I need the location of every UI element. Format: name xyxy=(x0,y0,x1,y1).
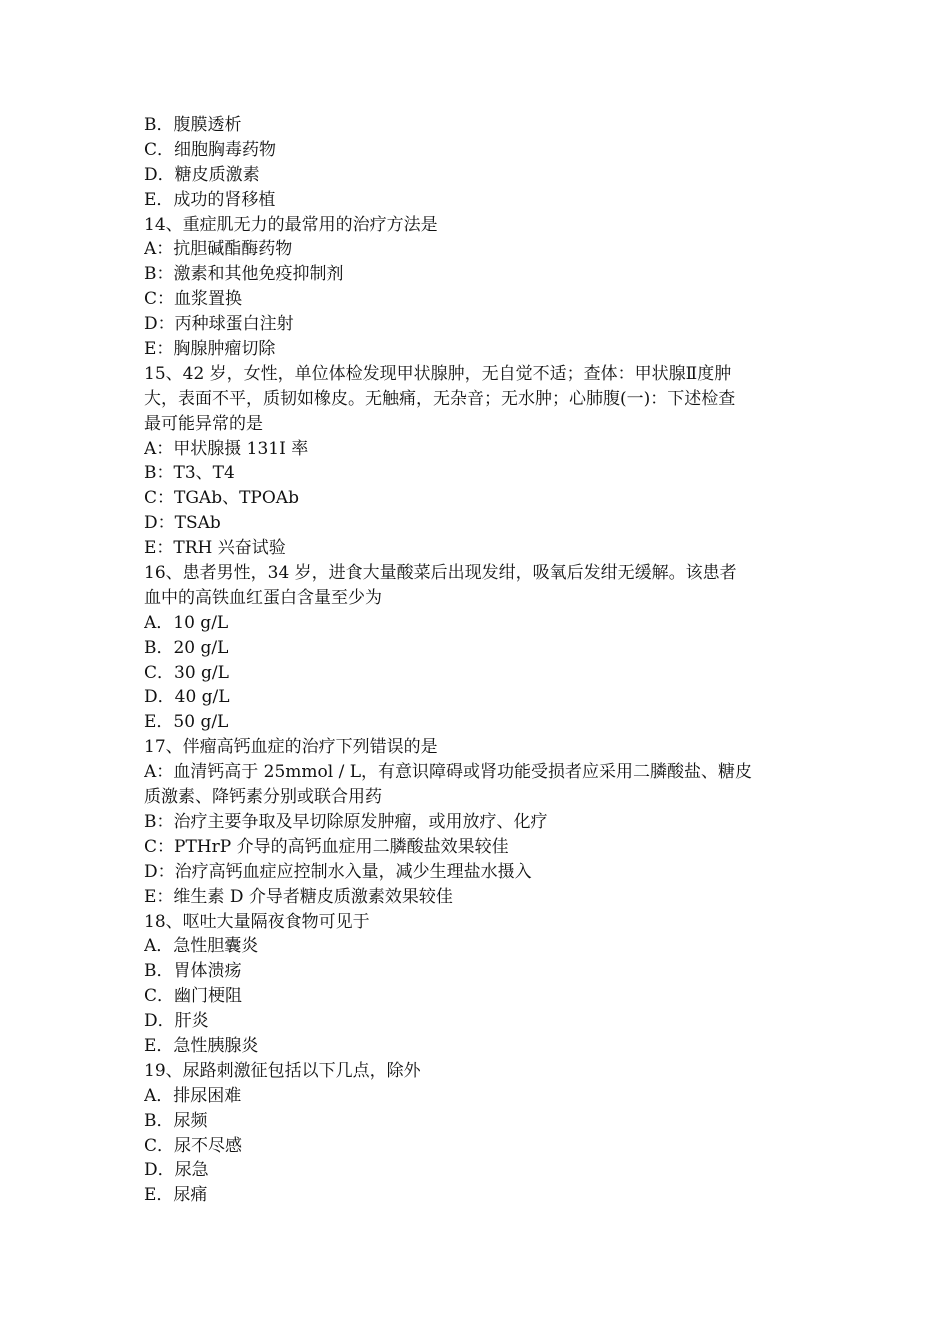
q15-stem-line-1: 15、42 岁，女性，单位体检发现甲状腺肿，无自觉不适；查体：甲状腺Ⅱ度肿 xyxy=(144,363,732,384)
q18-option-a: A．急性胆囊炎 xyxy=(144,936,259,957)
q17-option-d: D：治疗高钙血症应控制水入量，减少生理盐水摄入 xyxy=(144,861,532,882)
q16-option-c: C．30 g/L xyxy=(144,662,229,683)
q17-option-b: B：治疗主要争取及早切除原发肿瘤，或用放疗、化疗 xyxy=(144,811,548,832)
q15-option-a: A：甲状腺摄 131I 率 xyxy=(144,438,309,459)
q17-option-a-line-2: 质激素、降钙素分别或联合用药 xyxy=(144,787,382,808)
q14-option-d: D：丙种球蛋白注射 xyxy=(144,314,294,335)
q15-option-e: E：TRH 兴奋试验 xyxy=(144,538,286,559)
q14-option-c: C：血浆置换 xyxy=(144,289,243,310)
q18-option-c: C．幽门梗阻 xyxy=(144,986,243,1007)
q19-stem: 19、尿路刺激征包括以下几点，除外 xyxy=(144,1060,421,1081)
q14-stem: 14、重症肌无力的最常用的治疗方法是 xyxy=(144,214,438,235)
q18-option-e: E．急性胰腺炎 xyxy=(144,1035,259,1056)
q17-option-e: E：维生素 D 介导者糖皮质激素效果较佳 xyxy=(144,886,453,907)
q13-option-b: B．腹膜透析 xyxy=(144,115,242,135)
q16-option-b: B．20 g/L xyxy=(144,637,229,658)
q16-stem-line-1: 16、患者男性，34 岁，进食大量酸菜后出现发绀，吸氧后发绀无缓解。该患者 xyxy=(144,563,737,584)
q14-option-e: E：胸腺肿瘤切除 xyxy=(144,339,276,360)
q15-option-d: D：TSAb xyxy=(144,513,221,534)
q17-option-a-line-1: A：血清钙高于 25mmol / L，有意识障碍或肾功能受损者应采用二膦酸盐、糖皮 xyxy=(144,762,753,783)
q19-option-b: B．尿频 xyxy=(144,1110,208,1131)
q19-option-e: E．尿痛 xyxy=(144,1185,208,1206)
q13-option-d: D．糖皮质激素 xyxy=(144,164,260,185)
q18-option-d: D．肝炎 xyxy=(144,1011,209,1032)
question-text-body xyxy=(144,113,812,1208)
q19-option-c: C．尿不尽感 xyxy=(144,1135,243,1156)
q19-option-a: A．排尿困难 xyxy=(144,1085,242,1106)
q15-stem-line-3: 最可能异常的是 xyxy=(144,413,263,434)
q15-option-c: C：TGAb、TPOAb xyxy=(144,488,299,509)
q16-option-e: E．50 g/L xyxy=(144,712,229,733)
q16-option-d: D．40 g/L xyxy=(144,687,230,708)
q17-option-c: C：PTHrP 介导的高钙血症用二膦酸盐效果较佳 xyxy=(144,836,509,857)
q19-option-d: D．尿急 xyxy=(144,1160,209,1181)
q15-stem-line-2: 大，表面不平，质韧如橡皮。无触痛，无杂音；无水肿；心肺腹(一)：下述检查 xyxy=(144,388,736,409)
q18-option-b: B．胃体溃疡 xyxy=(144,961,242,982)
q15-option-b: B：T3、T4 xyxy=(144,463,235,484)
q18-stem: 18、呕吐大量隔夜食物可见于 xyxy=(144,911,370,932)
q16-stem-line-2: 血中的高铁血红蛋白含量至少为 xyxy=(144,587,382,608)
q14-option-b: B：激素和其他免疫抑制剂 xyxy=(144,264,344,285)
q16-option-a: A．10 g/L xyxy=(144,612,229,633)
q14-option-a: A：抗胆碱酯酶药物 xyxy=(144,239,293,260)
q17-stem: 17、伴瘤高钙血症的治疗下列错误的是 xyxy=(144,737,438,758)
q13-option-c: C．细胞胸毒药物 xyxy=(144,139,277,160)
q13-option-e: E．成功的肾移植 xyxy=(144,189,276,210)
